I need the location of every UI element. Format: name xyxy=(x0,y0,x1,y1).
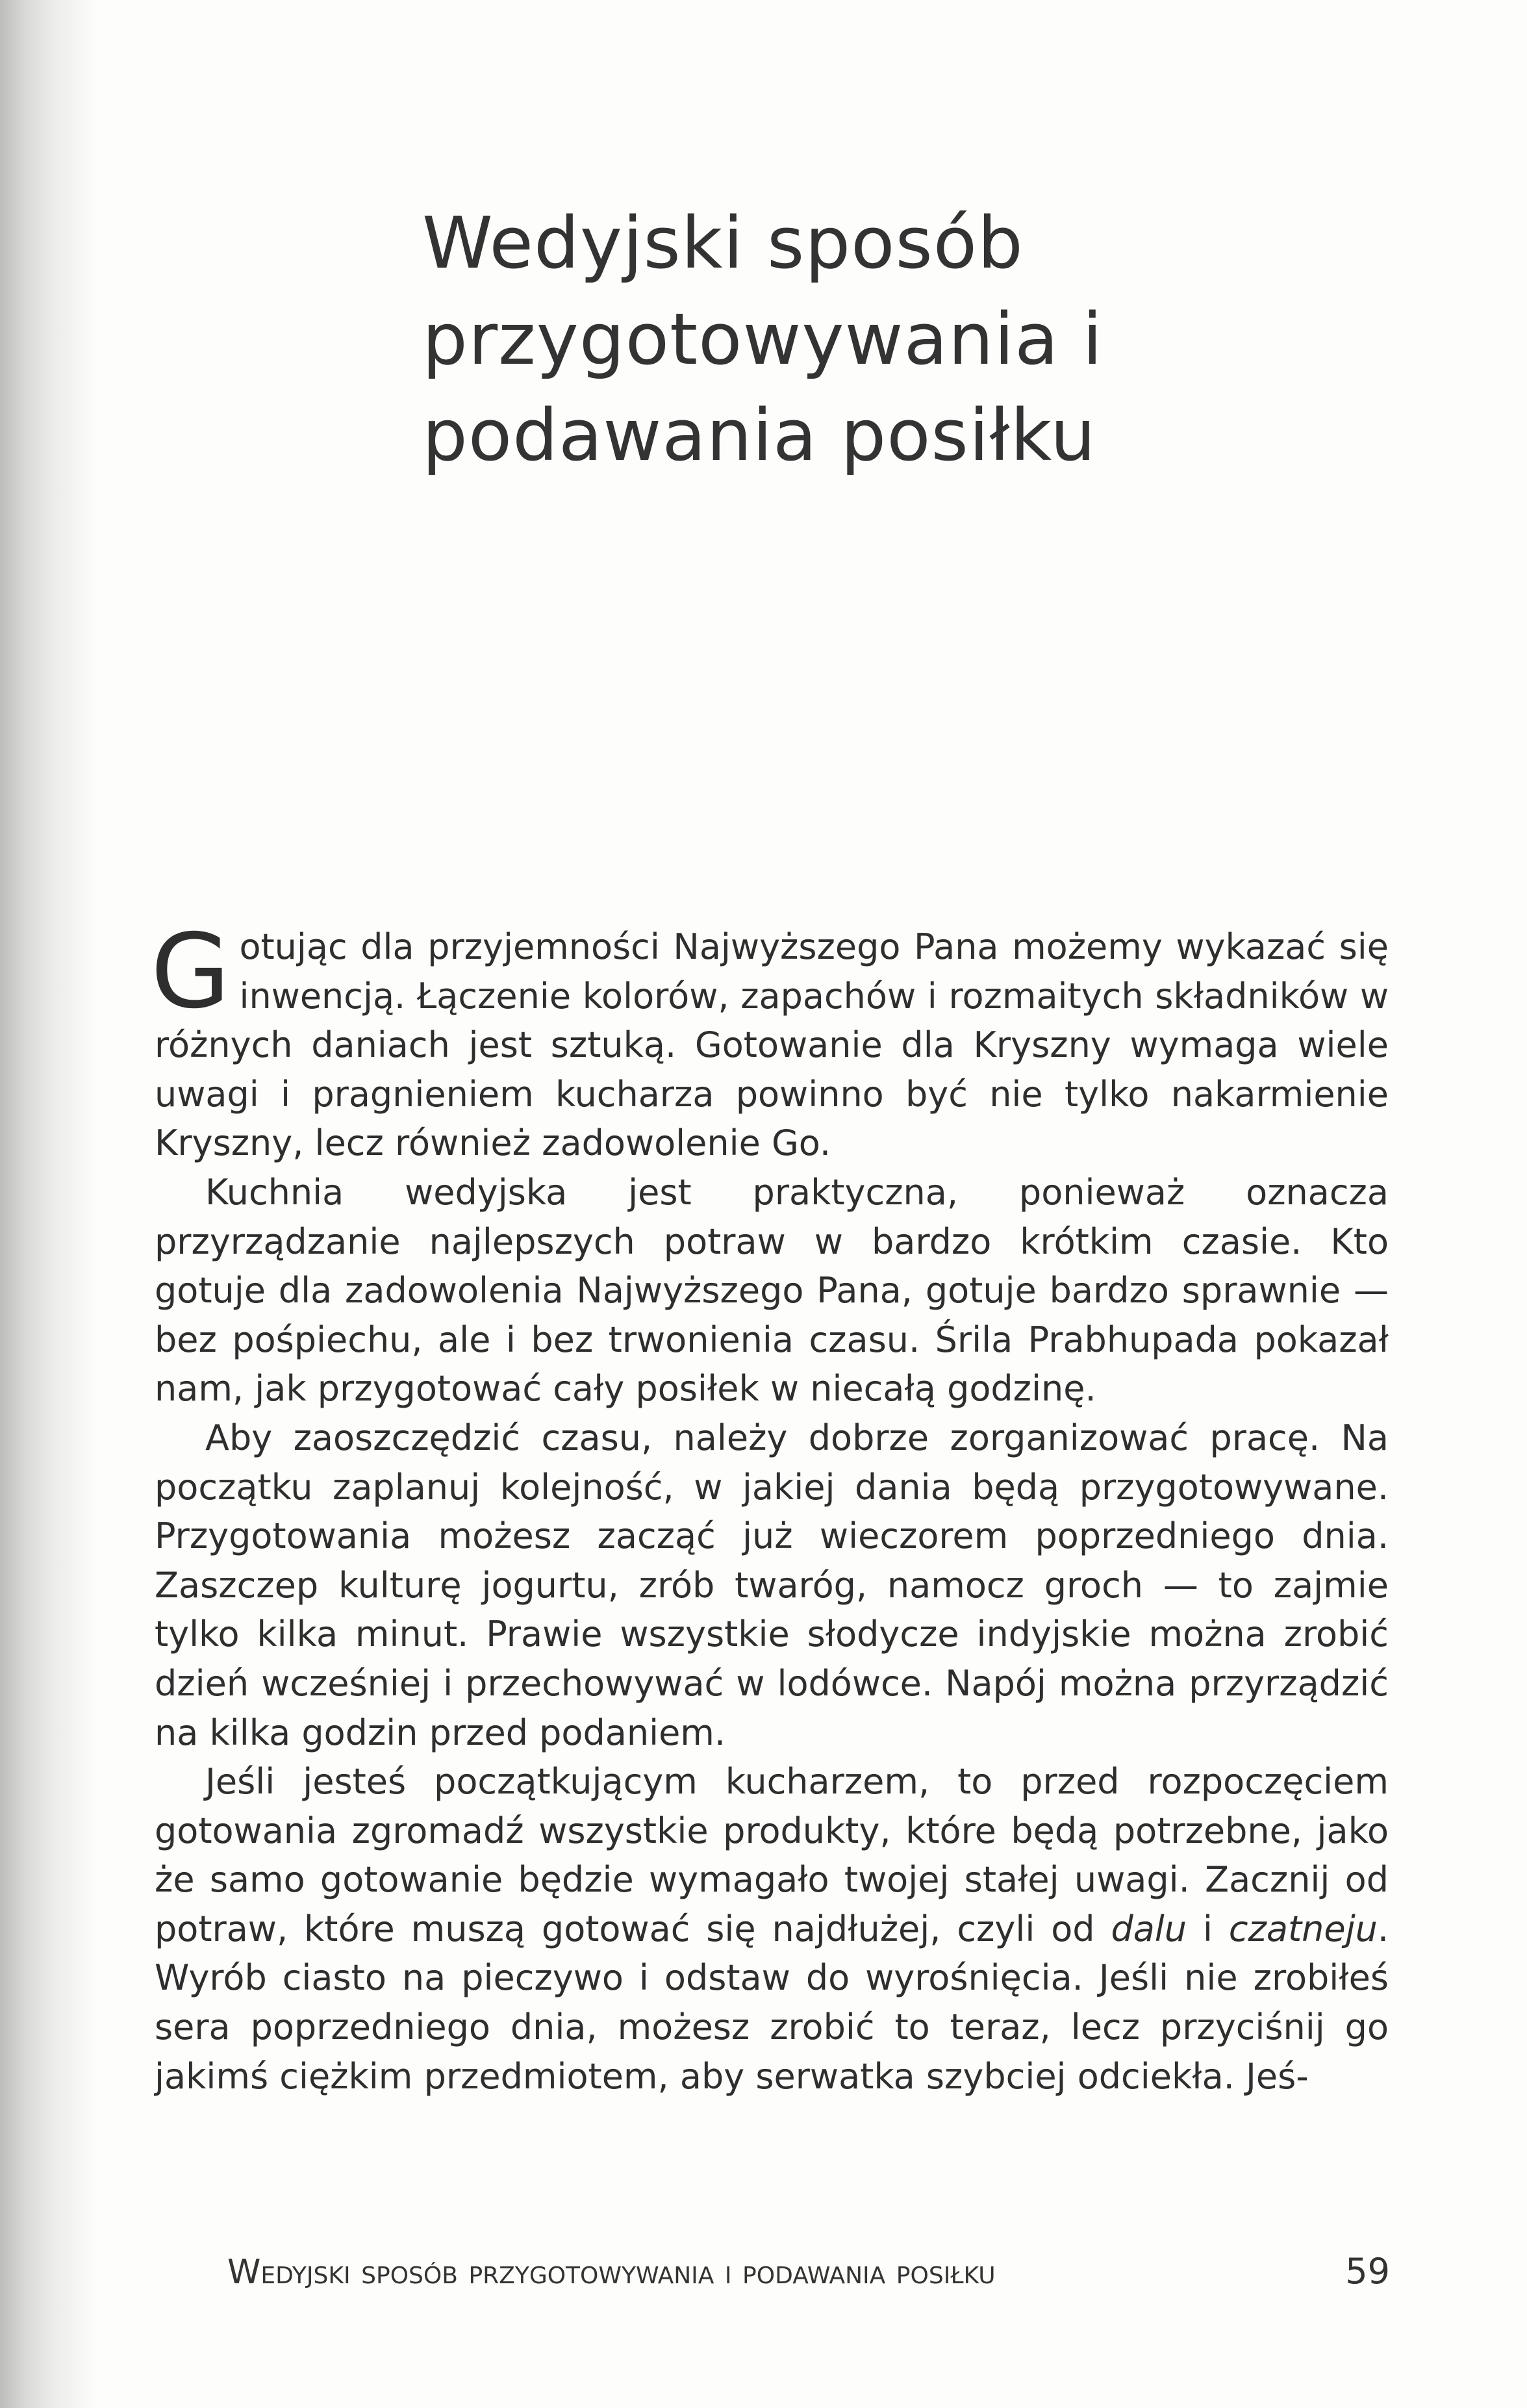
paragraph-1 xyxy=(151,912,1389,1168)
chapter-title-line-3: podawania posiłku xyxy=(422,394,1096,477)
paragraph-3: Aby zaoszczędzić czasu, należy dobrze zorganizować pracę. Na początku zaplanuj kolejność, w jakiej dania będą przygotowywane. Przygotowania możesz zacząć już wieczorem poprzedniego dnia. Zaszczep kulturę jogurtu, zrób twaróg, namocz groch — to zajmie tylko kilka minut. Prawie wszystkie słodycze indyjskie można zrobić dzień wcześniej i przechowywać w lodówce. Napój można przyrządzić na kilka godzin przed podaniem. xyxy=(155,1417,1389,1753)
drop-cap: G xyxy=(151,912,231,1032)
paragraph-4-text-mid: i xyxy=(1187,1908,1229,1949)
paragraph-4-text-start: Jeśli jesteś początkującym kucharzem, to przed rozpoczęciem gotowania zgromadź wszystkie produkty, które będą potrzebne, jako że samo gotowanie będzie wymagało twojej stałej uwagi. Zacznij od potraw, które muszą gotować się najdłużej, czyli od xyxy=(155,1761,1389,1949)
page-footer xyxy=(227,2249,1390,2295)
page-number: 59 xyxy=(1345,2251,1390,2292)
chapter-title-line-1: Wedyjski sposób xyxy=(422,201,1024,285)
paragraph-2: Kuchnia wedyjska jest praktyczna, ponieważ oznacza przyrządzanie najlepszych potraw w bardzo krótkim czasie. Kto gotuje dla zadowolenia Najwyższego Pana, gotuje bardzo sprawnie — bez pośpiechu, ale i bez trwonienia czasu. Śrila Prabhupada pokazał nam, jak przygotować cały posiłek w niecałą godzinę. xyxy=(155,1171,1389,1410)
body-text xyxy=(151,912,1389,2101)
chapter-title xyxy=(422,195,1267,483)
running-head: Wedyjski sposób przygotowywania i podawania posiłku xyxy=(227,2253,996,2292)
paragraph-4-text-end: . Wyrób ciasto na pieczywo i odstaw do wyrośnięcia. Jeśli nie zrobiłeś sera poprzedniego dnia, możesz zrobić to teraz, lecz przyciśnij go jakimś ciężkim przedmiotem, aby serwatka szybciej odciekła. Jeś- xyxy=(155,1908,1389,2097)
term-czatnej: czatneju xyxy=(1228,1908,1378,1949)
paragraph-4 xyxy=(155,1757,1389,2101)
paragraph-1-text: otując dla przyjemności Najwyższego Pana możemy wykazać się inwencją. Łączenie kolorów, zapachów i rozmaitych składników w różnych daniach jest sztuką. Gotowanie dla Kryszny wymaga wiele uwagi i pragnieniem kucharza powinno być nie tylko nakarmienie Kryszny, lecz również zadowolenie Go. xyxy=(155,926,1389,1164)
chapter-title-line-2: przygotowywania i xyxy=(422,298,1104,381)
page-edge-shadow xyxy=(0,0,97,2408)
term-dal: dalu xyxy=(1111,1908,1187,1949)
